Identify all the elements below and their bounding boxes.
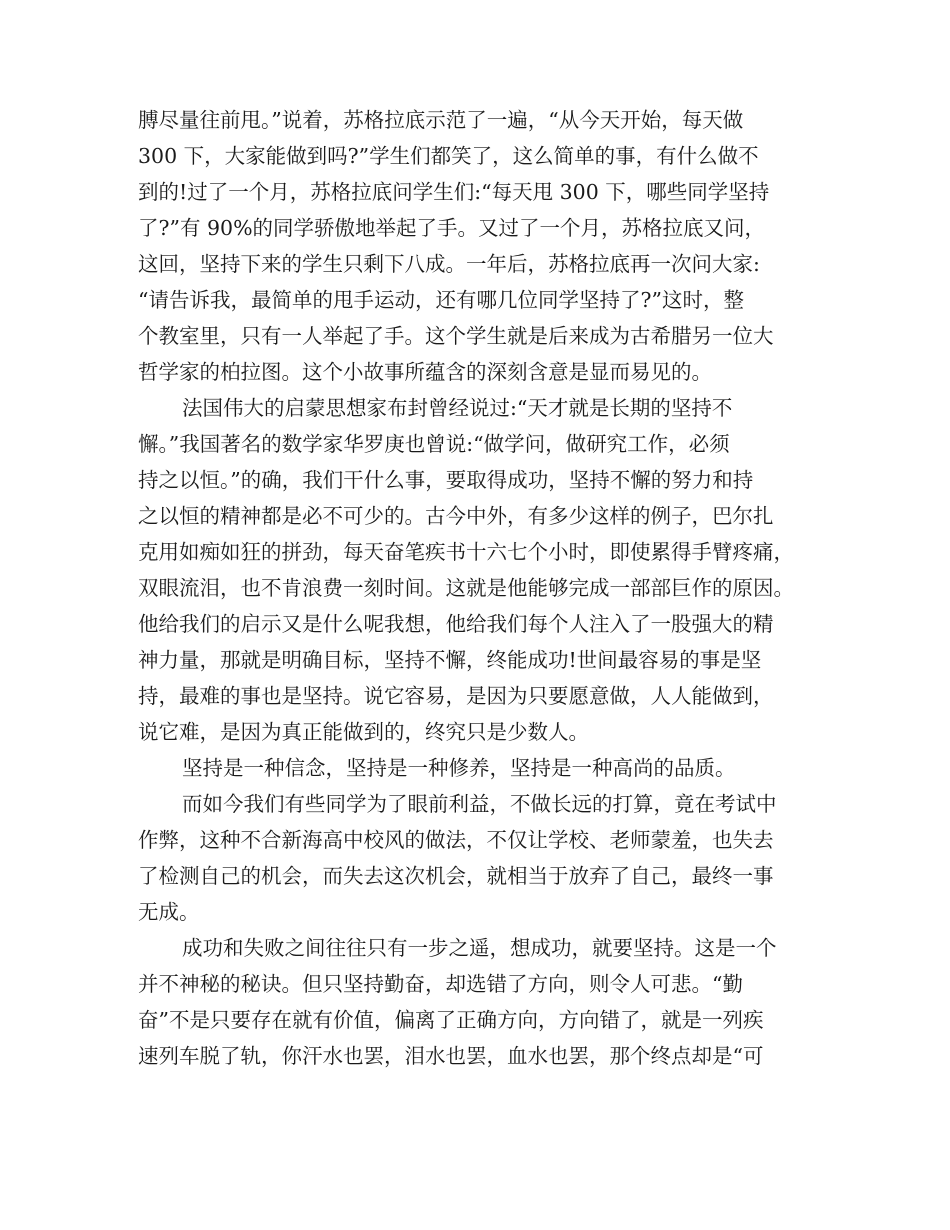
- text-line: 说它难，是因为真正能做到的，终究只是少数人。: [138, 720, 589, 744]
- text-line: 双眼流泪，也不肯浪费一刻时间。这就是他能够完成一部部巨作的原因。: [138, 576, 794, 600]
- text-line: 懈。”我国著名的数学家华罗庚也曾说:“做学问，做研究工作，必须: [138, 432, 730, 456]
- text-line: 速列车脱了轨，你汗水也罢，泪水也罢，血水也罢，那个终点却是“可: [138, 1044, 764, 1068]
- text-line: 之以恒的精神都是必不可少的。古今中外，有多少这样的例子，巴尔扎: [138, 504, 774, 528]
- text-line: 300 下，大家能做到吗?”学生们都笑了，这么简单的事，有什么做不: [138, 144, 759, 168]
- text-line: 个教室里，只有一人举起了手。这个学生就是后来成为古希腊另一位大: [138, 324, 774, 348]
- text-line: 克用如痴如狂的拼劲，每天奋笔疾书十六七个小时，即使累得手臂疼痛，: [138, 540, 794, 564]
- text-line: 奋”不是只要存在就有价值，偏离了正确方向，方向错了，就是一列疾: [138, 1008, 764, 1032]
- text-line: 神力量，那就是明确目标，坚持不懈，终能成功!世间最容易的事是坚: [138, 648, 762, 672]
- text-line: 无成。: [138, 900, 200, 924]
- text-line: 到的!过了一个月，苏格拉底问学生们:“每天甩 300 下，哪些同学坚持: [138, 180, 770, 204]
- paragraph-first-line: 法国伟大的启蒙思想家布封曾经说过:“天才就是长期的坚持不: [182, 396, 733, 420]
- text-line: 他给我们的启示又是什么呢我想，他给我们每个人注入了一股强大的精: [138, 612, 774, 636]
- text-line: 膊尽量往前甩。”说着，苏格拉底示范了一遍，“从今天开始，每天做: [138, 108, 744, 132]
- text-line: 哲学家的柏拉图。这个小故事所蕴含的深刻含意是显而易见的。: [138, 360, 712, 384]
- paragraph-first-line: 成功和失败之间往往只有一步之遥，想成功，就要坚持。这是一个: [182, 936, 777, 960]
- text-line: 这回，坚持下来的学生只剩下八成。一年后，苏格拉底再一次问大家:: [138, 252, 760, 276]
- text-line: 作弊，这种不合新海高中校风的做法，不仅让学校、老师蒙羞，也失去: [138, 828, 774, 852]
- text-line: 持之以恒。”的确，我们干什么事，要取得成功，坚持不懈的努力和持: [138, 468, 754, 492]
- text-line: 了检测自己的机会，而失去这次机会，就相当于放弃了自己，最终一事: [138, 864, 774, 888]
- text-line: 并不神秘的秘诀。但只坚持勤奋，却选错了方向，则令人可悲。“勤: [138, 972, 743, 996]
- document-body: [138, 102, 818, 1074]
- paragraph-first-line: 而如今我们有些同学为了眼前利益，不做长远的打算，竟在考试中: [182, 792, 777, 816]
- text-line: 了?”有 90%的同学骄傲地举起了手。又过了一个月，苏格拉底又问，: [138, 216, 766, 240]
- text-line: “请告诉我，最简单的甩手运动，还有哪几位同学坚持了?”这时，整: [138, 288, 744, 312]
- paragraph-first-line: 坚持是一种信念，坚持是一种修养，坚持是一种高尚的品质。: [182, 756, 736, 780]
- text-line: 持，最难的事也是坚持。说它容易，是因为只要愿意做，人人能做到，: [138, 684, 774, 708]
